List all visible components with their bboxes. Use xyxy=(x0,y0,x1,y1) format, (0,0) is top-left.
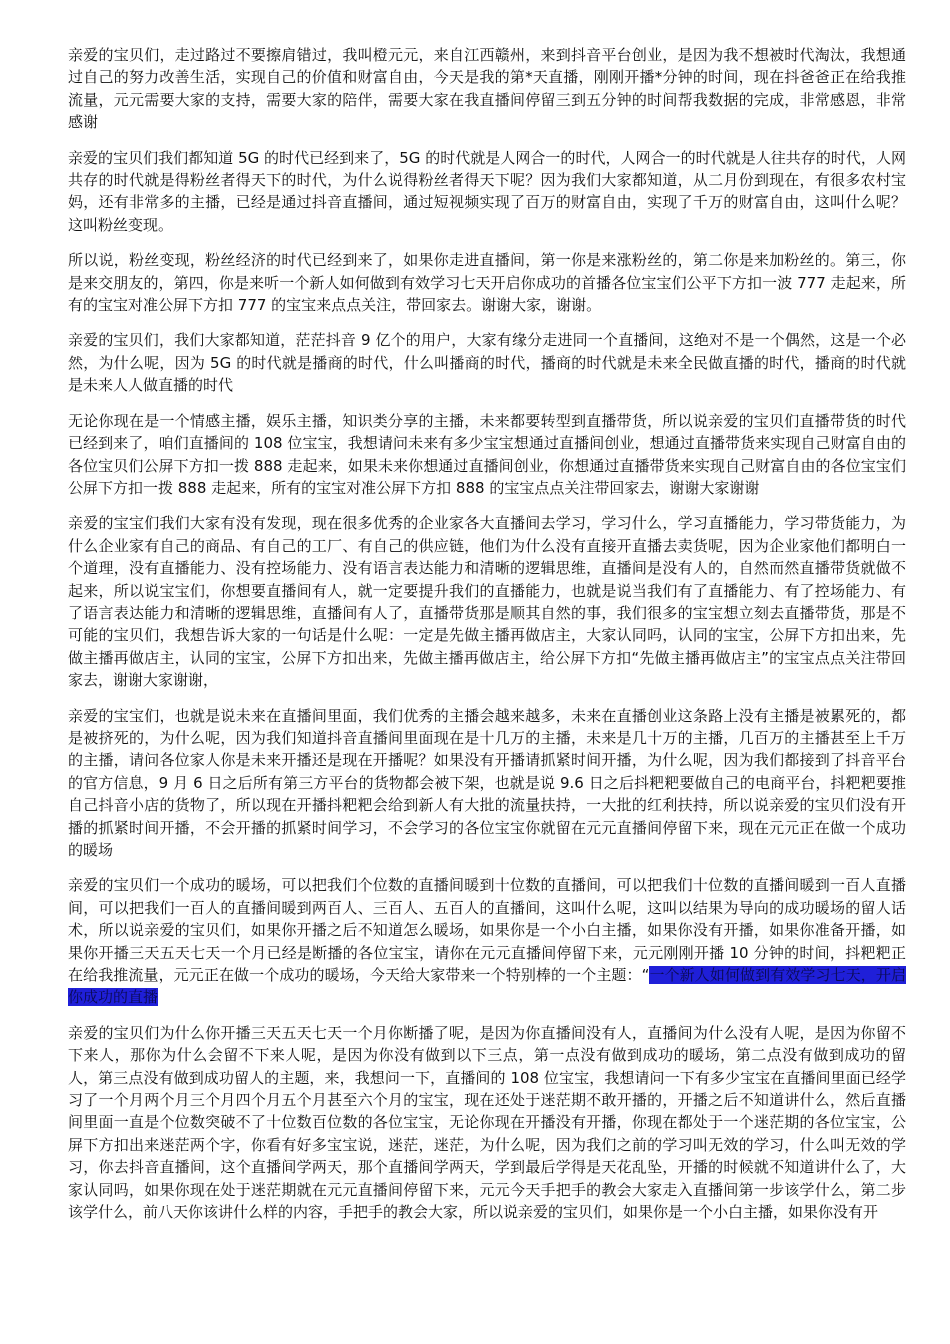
highlighted-topic[interactable]: 一个新人如何做到有效学习七天，开启你成功的直播 xyxy=(68,966,906,1007)
paragraph-2: 亲爱的宝贝们我们都知道 5G 的时代已经到来了，5G 的时代就是人网合一的时代，人网合一的时代就是人往共存的时代，人网共存的时代就是得粉丝者得天下的时代，为什么说得粉丝者得天下呢？因为我们大家都知道，从二月份到现在，有很多农村宝妈，还有非常多的主播，已经是通过抖音直播间，通过短视频实现了百万的财富自由，实现了千万的财富自由，这叫什么呢？这叫粉丝变现。 xyxy=(68,148,906,234)
paragraph-5: 无论你现在是一个情感主播，娱乐主播，知识类分享的主播，未来都要转型到直播带货，所以说亲爱的宝贝们直播带货的时代已经到来了，咱们直播间的 108 位宝宝，我想请问未来有多少宝宝想通过直播间创业，想通过直播带货来实现自己财富自由的各位宝贝们公屏下方扣一拨 888 走起来，如果未来你想通过直播间创业，你想通过直播带货来实现自己财富自由的各位宝宝们公屏下方扣一拨 888 走起来，所有的宝宝对准公屏下方扣 888 的宝宝点点关注带回家去，谢谢大家谢谢 xyxy=(68,411,906,497)
paragraph-4: 亲爱的宝贝们，我们大家都知道，茫茫抖音 9 亿个的用户，大家有缘分走进同一个直播间，这绝对不是一个偶然，这是一个必然，为什么呢，因为 5G 的时代就是播商的时代，什么叫播商的时代，播商的时代就是未来全民做直播的时代，播商的时代就是未来人人做直播的时代 xyxy=(68,331,906,395)
paragraph-8-text: 亲爱的宝贝们一个成功的暖场，可以把我们个位数的直播间暖到十位数的直播间，可以把我们十位数的直播间暖到一百人直播间，可以把我们一百人的直播间暖到两百人、三百人、五百人的直播间，这叫什么呢，这叫以结果为导向的成功暖场的留人话术，所以说亲爱的宝贝们，如果你开播之后不知道怎么暖场，如果你是一个小白主播，如果你没有开播，如果你准备开播，如果你开播三天五天七天一个月已经是断播的各位宝宝，请你在元元直播间停留下来，元元刚刚开播 10 分钟的时间，抖粑粑正在给我推流量，元元正在做一个成功的暖场，今天给大家带来一个特别棒的一个主题：“ xyxy=(68,876,906,985)
document-page xyxy=(68,44,906,1237)
paragraph-9: 亲爱的宝贝们为什么你开播三天五天七天一个月你断播了呢，是因为你直播间没有人，直播间为什么没有人呢，是因为你留不下来人，那你为什么会留不下来人呢，是因为你没有做到以下三点，第一点没有做到成功的暖场，第二点没有做到成功的留人，第三点没有做到成功留人的主题，来，我想问一下，直播间的 108 位宝宝，我想请问一下有多少宝宝在直播间里面已经学习了一个月两个月三个月四个月五个月甚至六个月的宝宝，现在还处于迷茫期不敢开播的，开播之后不知道讲什么，然后直播间里面一直是个位数突破不了十位数百位数的各位宝宝，无论你现在开播没有开播，你现在都处于一个迷茫期的各位宝宝，公屏下方扣出来迷茫两个字，你看有好多宝宝说，迷茫，迷茫，为什么呢，因为我们之前的学习叫无效的学习，什么叫无效的学习，你去抖音直播间，这个直播间学两天，那个直播间学两天，学到最后学得是天花乱坠，开播的时候就不知道讲什么了，大家认同吗，如果你现在处于迷茫期就在元元直播间停留下来，元元今天手把手的教会大家走入直播间第一步该学什么，第二步该学什么，前八天你该讲什么样的内容，手把手的教会大家，所以说亲爱的宝贝们，如果你是一个小白主播，如果你没有开 xyxy=(68,1023,906,1222)
paragraph-6: 亲爱的宝宝们我们大家有没有发现，现在很多优秀的企业家各大直播间去学习，学习什么，学习直播能力，学习带货能力，为什么企业家有自己的商品、有自己的工厂、有自己的供应链，他们为什么没有直接开直播去卖货呢，因为企业家他们都明白一个道理，没有直播能力、没有控场能力、没有语言表达能力和清晰的逻辑思维，直播间是没有人的，自然而然直播带货就做不起来，所以说宝宝们，你想要直播间有人，就一定要提升我们的直播能力，也就是说当我们有了直播能力、有了控场能力、有了语言表达能力和清晰的逻辑思维，直播间有人了，直播带货那是顺其自然的事，我们很多的宝宝想立刻去直播带货，那是不可能的宝贝们，我想告诉大家的一句话是什么呢：一定是先做主播再做店主，大家认同吗，认同的宝宝，公屏下方扣出来，先做主播再做店主，认同的宝宝，公屏下方扣出来，先做主播再做店主，给公屏下方扣“先做主播再做店主”的宝宝点点关注带回家去，谢谢大家谢谢， xyxy=(68,514,906,690)
paragraph-3: 所以说，粉丝变现，粉丝经济的时代已经到来了，如果你走进直播间，第一你是来涨粉丝的，第二你是来加粉丝的。第三，你是来交朋友的，第四，你是来听一个新人如何做到有效学习七天开启你成功的首播各位宝宝们公平下方扣一波 777 走起来，所有的宝宝对准公屏下方扣 777 的宝宝来点点关注，带回家去。谢谢大家，谢谢。 xyxy=(68,251,906,315)
paragraph-7: 亲爱的宝宝们，也就是说未来在直播间里面，我们优秀的主播会越来越多，未来在直播创业这条路上没有主播是被累死的，都是被挤死的，为什么呢，因为我们知道抖音直播间里面现在是十几万的主播，未来是几十万的主播，几百万的主播甚至上千万的主播，请问各位家人你是未来开播还是现在开播呢？如果没有开播请抓紧时间开播，为什么呢，因为我们都接到了抖音平台的官方信息，9 月 6 日之后所有第三方平台的货物都会被下架，也就是说 9.6 日之后抖粑粑要做自己的电商平台，抖粑粑要推自己抖音小店的货物了，所以现在开播抖粑粑会给到新人有大批的流量扶持，一大批的红利扶持，所以说亲爱的宝贝们没有开播的抓紧时间开播，不会开播的抓紧时间学习，不会学习的各位宝宝你就留在元元直播间停留下来，现在元元正在做一个成功的暖场 xyxy=(68,706,906,859)
paragraph-1: 亲爱的宝贝们，走过路过不要擦肩错过，我叫橙元元，来自江西赣州，来到抖音平台创业，是因为我不想被时代淘汰，我想通过自己的努力改善生活，实现自己的价值和财富自由，今天是我的第*天直播，刚刚开播*分钟的时间，现在抖爸爸正在给我推流量，元元需要大家的支持，需要大家的陪伴，需要大家在我直播间停留三到五分钟的时间帮我数据的完成，非常感恩，非常感谢 xyxy=(68,46,906,132)
paragraph-8 xyxy=(68,874,906,1008)
